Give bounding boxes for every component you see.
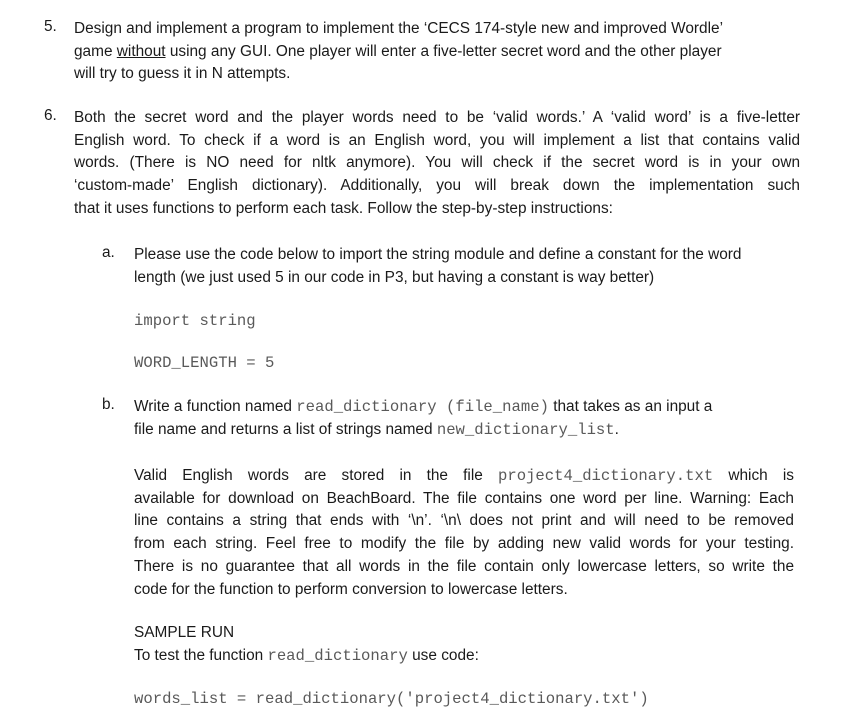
sample-run-instruction: To test the function read_dictionary use code: (134, 646, 479, 665)
item-6-line-5: that it uses functions to perform each task. Follow the step-by-step instructions: (74, 199, 613, 217)
step-a-letter: a. (102, 244, 115, 261)
item-6-line-4: ‘custom-made’ English dictionary). Additionally, you will break down the implementation such (74, 177, 800, 195)
item-6-text (74, 107, 800, 221)
step-b-text (134, 396, 796, 441)
item-6-line-3: words. (There is NO need for nltk anymore). You will check if the secret word is in your own (74, 154, 800, 172)
item-5-line-3: will try to guess it in N attempts. (74, 65, 291, 83)
sample-run-block (134, 622, 794, 667)
step-b-letter: b. (102, 396, 115, 413)
code-new-dictionary-list: new_dictionary_list (436, 420, 615, 439)
para-line-2: available for download on BeachBoard. The file contains one word per line. Warning: Each (134, 489, 794, 507)
without-underlined: without (116, 42, 166, 60)
code-read-dictionary: read_dictionary (267, 646, 408, 665)
code-import-string: import string (134, 312, 256, 330)
item-6-line-2: English word. To check if a word is an English word, you will implement a list that contains valid (74, 131, 800, 149)
para-line-4: from each string. Feel free to modify the file by adding new valid words for your testing. (134, 535, 794, 553)
code-word-length: WORD_LENGTH = 5 (134, 354, 275, 372)
step-b-line-1: Write a function named read_dictionary (file_name) that takes as an input a (134, 398, 713, 416)
para-line-3: line contains a string that ends with ‘\n’. ‘\n\ does not print and will need to be removed (134, 512, 794, 530)
sample-run-heading: SAMPLE RUN (134, 624, 235, 641)
code-words-list: words_list = read_dictionary('project4_dictionary.txt') (134, 690, 649, 708)
item-5-text (74, 18, 800, 86)
item-5-line-1: Design and implement a program to implement the ‘CECS 174-style new and improved Wordle’ (74, 20, 723, 37)
item-5-line-2: game without using any GUI. One player will enter a five-letter secret word and the other player (74, 42, 722, 60)
code-dictionary-filename: project4_dictionary.txt (497, 467, 714, 485)
step-a-line-1: Please use the code below to import the string module and define a constant for the word (134, 246, 742, 263)
code-read-dictionary-signature: read_dictionary (file_name) (296, 398, 549, 416)
valid-words-paragraph (134, 465, 794, 601)
para-line-6: code for the function to perform conversion to lowercase letters. (134, 580, 568, 598)
step-a-text (134, 244, 796, 289)
step-b-line-2: file name and returns a list of strings named new_dictionary_list. (134, 420, 619, 439)
item-5-number: 5. (44, 18, 57, 35)
item-6-line-1: Both the secret word and the player words need to be ‘valid words.’ A ‘valid word’ is a five-letter (74, 109, 800, 126)
item-6-number: 6. (44, 107, 57, 124)
para-line-1: Valid English words are stored in the file project4_dictionary.txt which is (134, 467, 795, 485)
step-a-line-2: length (we just used 5 in our code in P3, but having a constant is way better) (134, 268, 655, 286)
para-line-5: There is no guarantee that all words in the file contain only lowercase letters, so write the (134, 557, 794, 575)
